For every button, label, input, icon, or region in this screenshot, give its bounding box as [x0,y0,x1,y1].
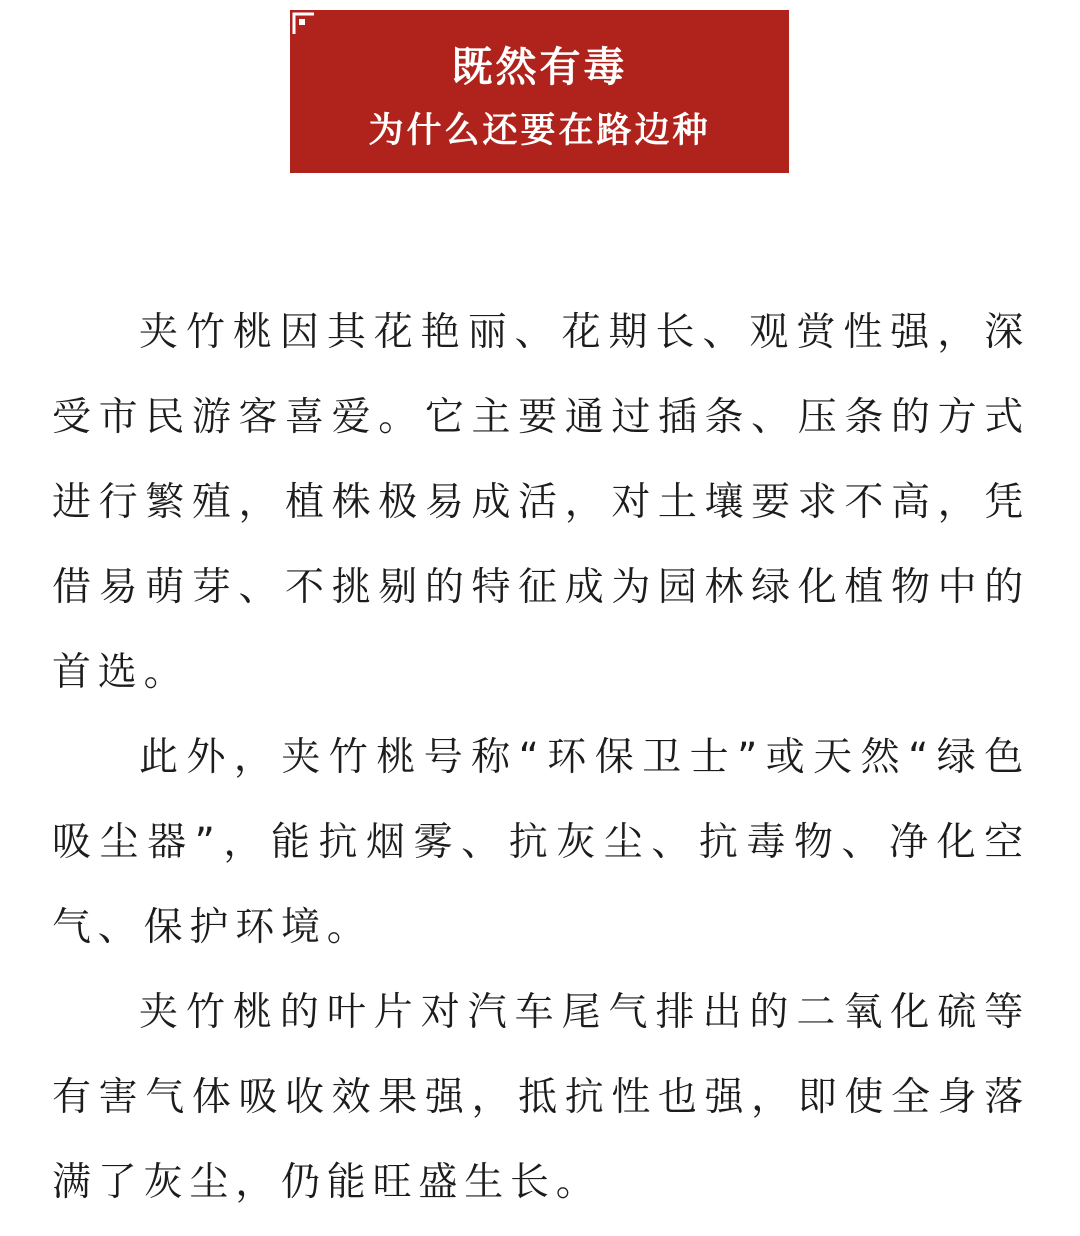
article-paragraph-1: 夹竹桃因其花艳丽、花期长、观赏性强，深受市民游客喜爱。它主要通过插条、压条的方式进行繁殖，植株极易成活，对土壤要求不高，凭借易萌芽、不挑剔的特征成为园林绿化植物中的首选。 [52,310,1030,695]
article-paragraph-2: 此外，夹竹桃号称“环保卫士”或天然“绿色吸尘器”，能抗烟雾、抗灰尘、抗毒物、净化空气、保护环境。 [52,735,1030,950]
corner-bracket-icon [290,10,318,38]
article-paragraph-3: 夹竹桃的叶片对汽车尾气排出的二氧化硫等有害气体吸收效果强，抵抗性也强，即使全身落满了灰尘，仍能旺盛生长。 [52,990,1030,1205]
header-subtitle: 为什么还要在路边种 [368,111,711,151]
header-title: 既然有毒 [451,43,628,91]
article-body [52,290,1030,1225]
section-header-banner [290,10,789,173]
